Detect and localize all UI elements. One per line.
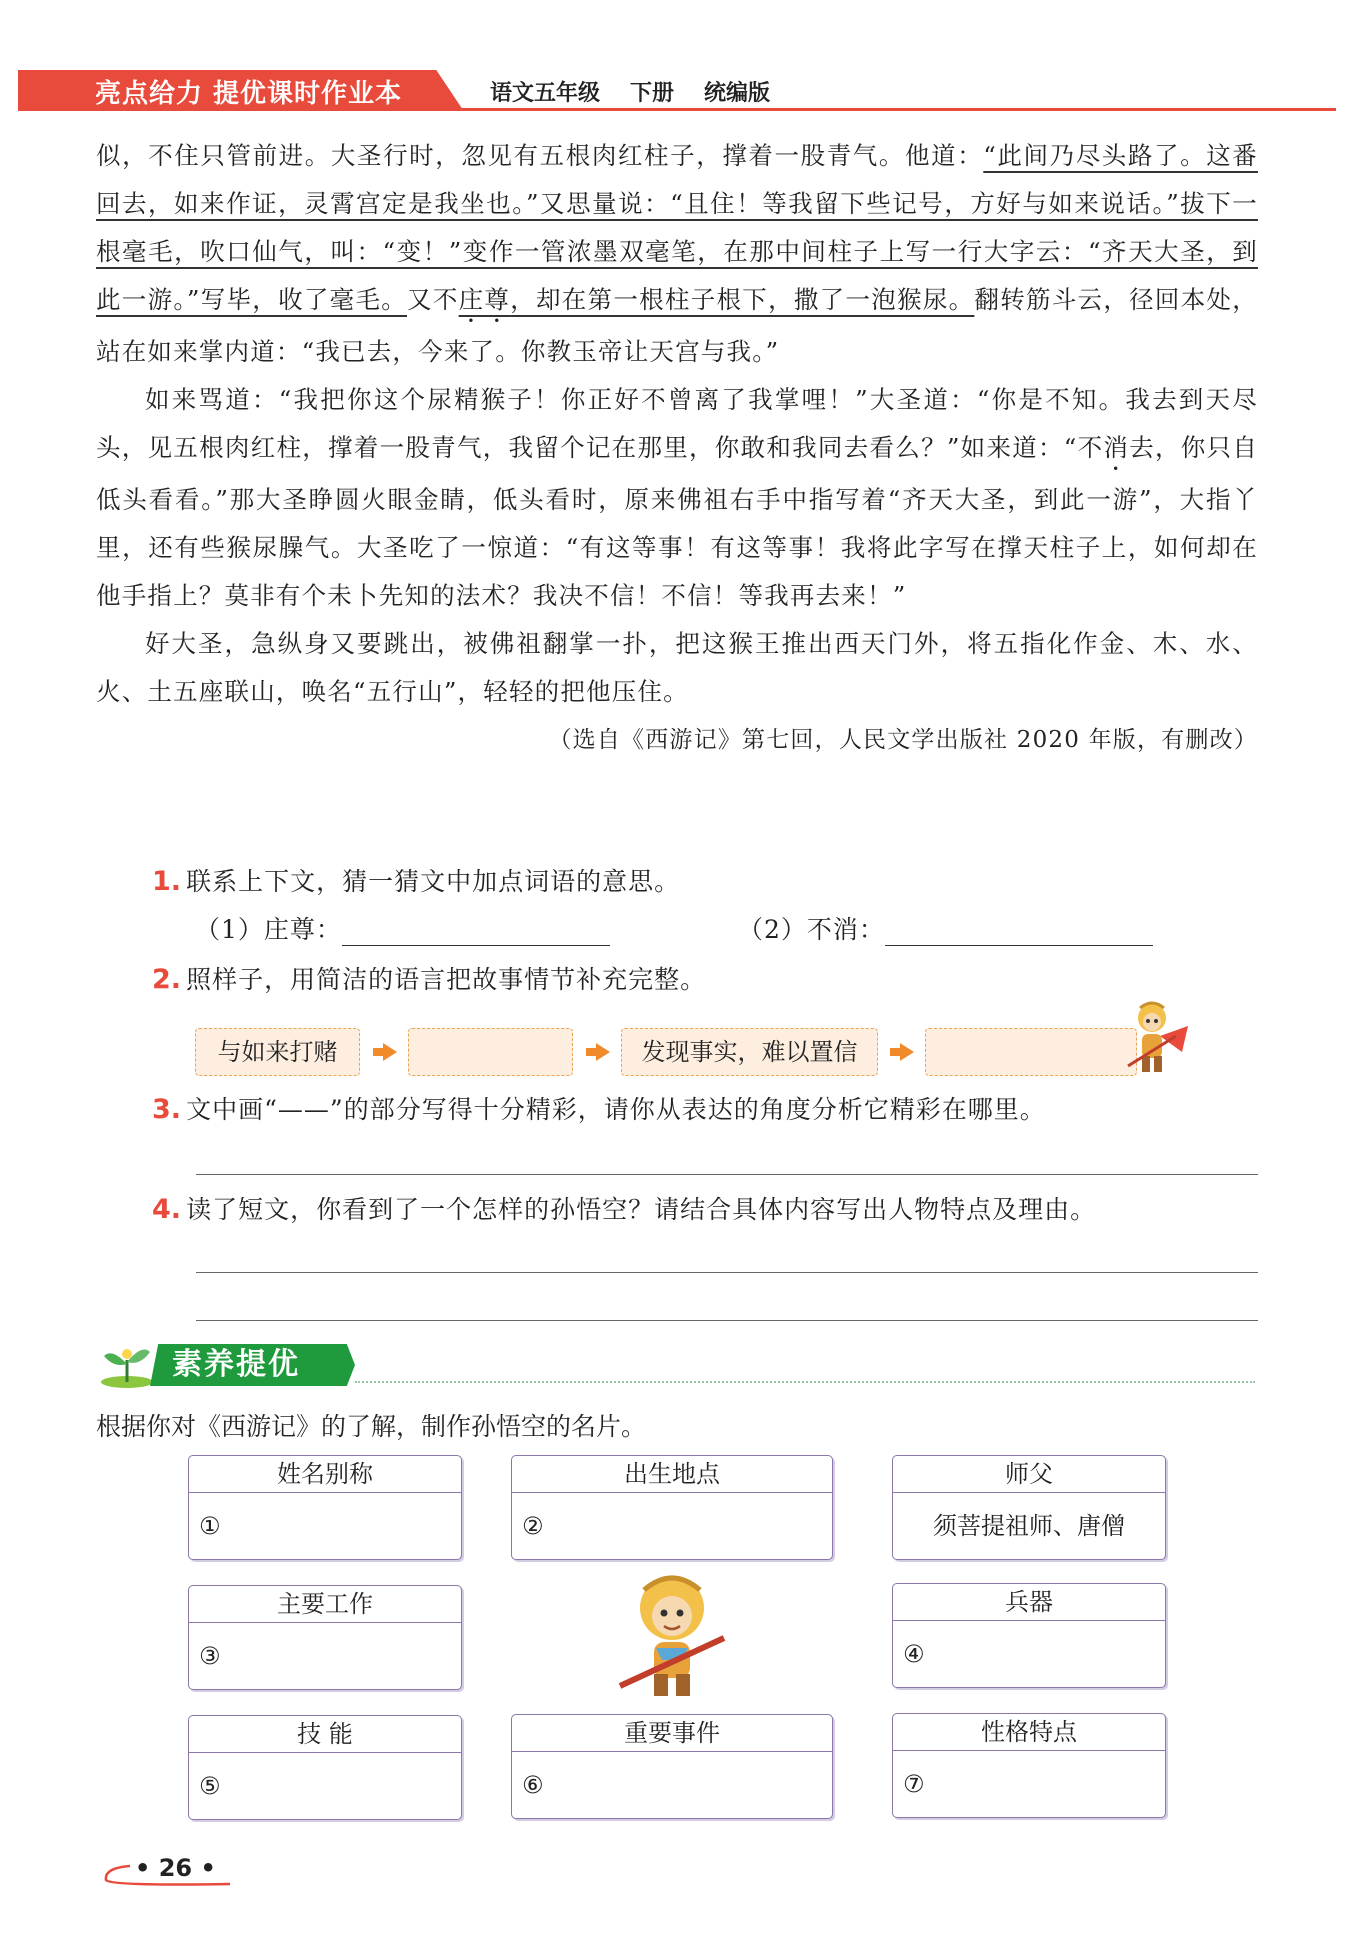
question-number: 2. <box>152 964 182 995</box>
card-answer-slot[interactable]: ⑤ <box>199 1772 221 1800</box>
card-event <box>511 1714 833 1819</box>
header-volume: 下册 <box>630 81 675 106</box>
sprout-icon <box>98 1338 156 1390</box>
section-title: 素养提优 <box>172 1347 300 1382</box>
card-skill <box>188 1715 462 1820</box>
plot-step-4-blank[interactable] <box>925 1028 1137 1076</box>
passage-paragraph-1: 似，不住只管前进。大圣行时，忽见有五根肉红柱子，撑着一股青气。他道：“此间乃尽头路了。这番回去，如来作证，灵霄宫定是我坐也。”又思量说：“且住！等我留下些记号，方好与如来说话。”拔下一根毫毛，吹口仙气，叫：“变！”变作一管浓墨双毫笔，在那中间柱子上写一行大字云：“齐天大圣，到此一游。”写毕，收了毫毛。又不庄尊，却在第一根柱子根下，撒了一泡猴尿。翻转筋斗云，径回本处，站在如来掌内道：“我已去，今来了。你教玉帝让天宫与我。” <box>96 141 1258 366</box>
reading-passage <box>96 132 1258 764</box>
card-title: 师父 <box>893 1456 1165 1493</box>
card-answer-slot[interactable]: ③ <box>199 1642 221 1670</box>
plot-step-3: 发现事实，难以置信 <box>621 1028 878 1076</box>
answer-line[interactable] <box>196 1174 1258 1175</box>
card-title: 兵器 <box>893 1584 1165 1621</box>
arrow-right-icon <box>596 1043 610 1061</box>
card-name <box>188 1455 462 1560</box>
card-title: 重要事件 <box>512 1715 832 1752</box>
question-4 <box>152 1190 1096 1226</box>
answer-line[interactable] <box>196 1320 1258 1321</box>
monkey-king-illustration-icon <box>612 1568 732 1703</box>
section-dotted-rule <box>355 1381 1255 1383</box>
dotted-word-zhuangzun: 庄尊 <box>458 285 511 314</box>
card-value: 须菩提祖师、唐僧 <box>933 1512 1125 1540</box>
card-title: 性格特点 <box>893 1714 1165 1751</box>
card-answer-slot[interactable]: ② <box>522 1512 544 1540</box>
question-text: 文中画“——”的部分写得十分精彩，请你从表达的角度分析它精彩在哪里。 <box>186 1095 1046 1124</box>
question-1-sub-1: （1）庄尊： <box>195 910 610 946</box>
monkey-king-icon <box>1120 996 1190 1078</box>
card-answer-slot[interactable]: ① <box>199 1512 221 1540</box>
card-birthplace <box>511 1455 833 1560</box>
card-job <box>188 1585 462 1690</box>
question-number: 3. <box>152 1094 182 1125</box>
question-number: 4. <box>152 1194 182 1225</box>
passage-source: （选自《西游记》第七回，人民文学出版社 2020 年版，有删改） <box>548 727 1258 753</box>
dotted-word-buxiao: 消 <box>1103 433 1130 462</box>
question-text: 读了短文，你看到了一个怎样的孙悟空？请结合具体内容写出人物特点及理由。 <box>186 1195 1097 1224</box>
header-brand: 亮点给力 提优课时作业本 <box>95 79 403 109</box>
card-character <box>892 1713 1166 1818</box>
passage-paragraph-2: 如来骂道：“我把你这个尿精猴子！你正好不曾离了我掌哩！”大圣道：“你是不知。我去到天尽头，见五根肉红柱，撑着一股青气，我留个记在那里，你敢和我同去看么？”如来道：“不消去，你只自低头看看。”那大圣睁圆火眼金睛，低头看时，原来佛祖右手中指写着“齐天大圣，到此一游”，大指丫里，还有些猴尿臊气。大圣吃了一惊道：“有这等事！有这等事！我将此字写在撑天柱子上，如何却在他手指上？莫非有个未卜先知的法术？我决不信！不信！等我再去来！” <box>96 385 1259 610</box>
arrow-right-icon <box>900 1043 914 1061</box>
header-edition: 统编版 <box>704 81 771 106</box>
question-2 <box>152 960 706 996</box>
plot-step-1: 与如来打赌 <box>195 1028 360 1076</box>
header-info <box>490 76 800 107</box>
card-title: 技 能 <box>189 1716 461 1753</box>
card-weapon <box>892 1583 1166 1688</box>
passage-paragraph-3: 好大圣，急纵身又要跳出，被佛祖翻掌一扑，把这猴王推出西天门外，将五指化作金、木、水、火、土五座联山，唤名“五行山”，轻轻的把他压住。 <box>96 629 1258 706</box>
card-answer-slot[interactable]: ⑦ <box>903 1770 925 1798</box>
header-subject: 语文五年级 <box>490 81 601 106</box>
card-title: 出生地点 <box>512 1456 832 1493</box>
arrow-right-icon <box>383 1043 397 1061</box>
card-answer-slot[interactable]: ⑥ <box>522 1771 544 1799</box>
section-intro: 根据你对《西游记》的了解，制作孙悟空的名片。 <box>96 1412 647 1441</box>
plot-step-2-blank[interactable] <box>408 1028 573 1076</box>
underlined-text: “此间乃尽头路了。这番回去，如来作证，灵霄宫定是我坐也。”又思量说：“且住！等我留下些记号，方好与如来说话。”拔下一根毫毛，吹口仙气，叫：“变！”变作一管浓墨双毫笔，在那中间柱子上写一行大字云：“齐天大圣，到此一游。”写毕，收了毫毛。 <box>96 141 1258 314</box>
card-title: 主要工作 <box>189 1586 461 1623</box>
answer-blank-2[interactable] <box>885 915 1153 946</box>
question-1 <box>152 862 680 898</box>
answer-line[interactable] <box>196 1272 1258 1273</box>
card-master <box>892 1455 1166 1560</box>
card-title: 姓名别称 <box>189 1456 461 1493</box>
page-number: • 26 • <box>135 1854 216 1882</box>
card-answer-slot[interactable]: ④ <box>903 1640 925 1668</box>
question-1-sub-2: （2）不消： <box>738 910 1153 946</box>
question-3 <box>152 1090 1046 1126</box>
underlined-text-2: 却在第一根柱子根下，撒了一泡猴尿。 <box>535 285 975 314</box>
answer-blank-1[interactable] <box>342 915 610 946</box>
question-text: 照样子，用简洁的语言把故事情节补充完整。 <box>186 965 707 994</box>
question-number: 1. <box>152 866 182 897</box>
question-text: 联系上下文，猜一猜文中加点词语的意思。 <box>186 867 681 896</box>
